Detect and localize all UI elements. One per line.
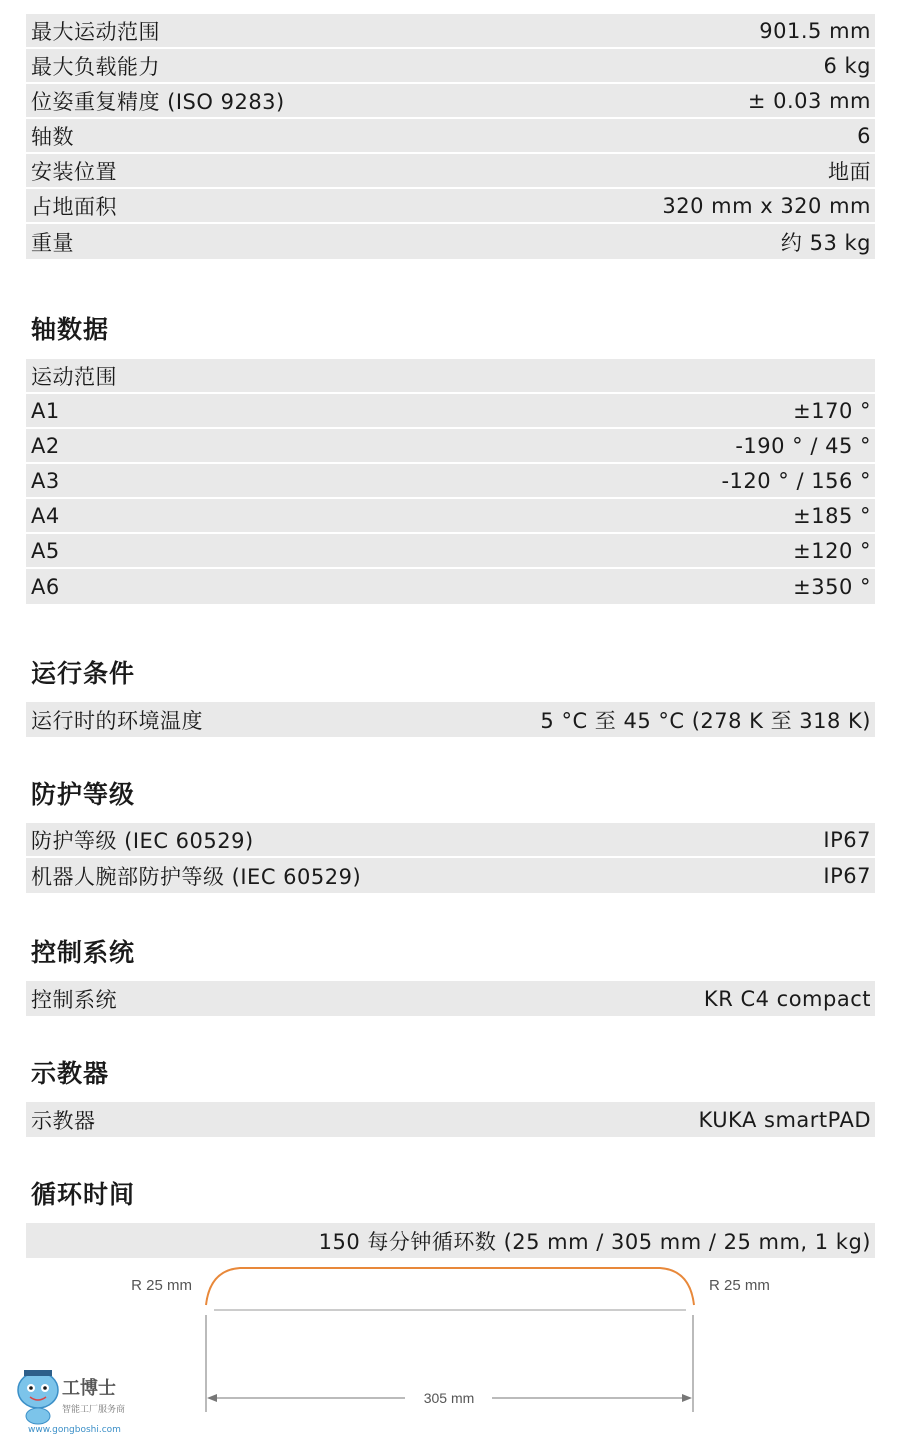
spec-row (26, 119, 875, 154)
spec-label: 位姿重复精度 (ISO 9283) (31, 89, 285, 114)
watermark-name: 工博士 (62, 1378, 116, 1399)
spec-value: 地面 (828, 159, 871, 184)
control-heading: 控制系统 (31, 938, 136, 967)
arrow-right-icon (682, 1394, 692, 1402)
protection-row (26, 858, 875, 893)
control-row (26, 981, 875, 1016)
operating-row (26, 702, 875, 737)
teach-table (26, 1102, 875, 1137)
spec-row (26, 154, 875, 189)
axis-label: A2 (31, 433, 60, 458)
operating-label: 运行时的环境温度 (31, 708, 203, 733)
teach-label: 示教器 (31, 1108, 96, 1133)
axis-label: A1 (31, 398, 60, 423)
spec-table (26, 14, 875, 259)
spec-row (26, 14, 875, 49)
axis-row (26, 464, 875, 499)
protection-heading: 防护等级 (31, 780, 136, 809)
watermark-tagline: 智能工厂服务商 (62, 1405, 126, 1415)
teach-heading: 示教器 (31, 1059, 110, 1088)
spec-label: 最大运动范围 (31, 19, 160, 44)
cycle-row (26, 1223, 875, 1258)
axis-subheader: 运动范围 (31, 364, 117, 389)
protection-row (26, 823, 875, 858)
operating-table (26, 702, 875, 737)
axis-value: ±350 ° (793, 574, 871, 599)
spec-value: 6 (857, 123, 871, 148)
radius-left-label: R 25 mm (131, 1277, 192, 1294)
control-label: 控制系统 (31, 987, 117, 1012)
spec-row (26, 189, 875, 224)
spec-row (26, 224, 875, 259)
axis-value: ±170 ° (793, 398, 871, 423)
axis-data-table (26, 359, 875, 604)
axis-label: A3 (31, 468, 60, 493)
spec-label: 轴数 (31, 124, 74, 149)
watermark-url: www.gongboshi.com (28, 1425, 121, 1435)
distance-label: 305 mm (423, 1390, 475, 1406)
spec-value: 6 kg (823, 53, 871, 78)
axis-row (26, 429, 875, 464)
axis-subheader-row (26, 359, 875, 394)
spec-label: 占地面积 (31, 194, 117, 219)
control-table (26, 981, 875, 1016)
control-value: KR C4 compact (703, 986, 871, 1011)
spec-row (26, 84, 875, 119)
protection-value: IP67 (823, 827, 871, 852)
spec-value: ± 0.03 mm (747, 88, 871, 113)
cycle-path-curve (206, 1268, 694, 1305)
protection-value: IP67 (823, 863, 871, 888)
spec-label: 重量 (31, 230, 74, 255)
axis-row (26, 534, 875, 569)
operating-heading: 运行条件 (31, 659, 136, 688)
axis-value: ±120 ° (793, 538, 871, 563)
teach-value: KUKA smartPAD (698, 1107, 871, 1132)
mascot-icon (18, 1370, 58, 1424)
protection-label: 防护等级 (IEC 60529) (31, 828, 254, 853)
watermark-logo (8, 1362, 148, 1438)
axis-row (26, 394, 875, 429)
axis-label: A6 (31, 574, 60, 599)
protection-label: 机器人腕部防护等级 (IEC 60529) (31, 864, 362, 889)
spec-label: 最大负载能力 (31, 54, 160, 79)
spec-row (26, 49, 875, 84)
axis-value: ±185 ° (793, 503, 871, 528)
cycle-heading: 循环时间 (31, 1180, 136, 1209)
spec-label: 安装位置 (31, 159, 117, 184)
axis-data-heading: 轴数据 (31, 315, 110, 344)
spec-value: 320 mm x 320 mm (662, 193, 871, 218)
axis-row (26, 569, 875, 604)
axis-value: -120 ° / 156 ° (721, 468, 871, 493)
operating-value: 5 °C 至 45 °C (278 K 至 318 K) (540, 708, 871, 733)
cycle-table (26, 1223, 875, 1258)
axis-label: A4 (31, 503, 60, 528)
axis-label: A5 (31, 538, 60, 563)
cycle-value: 150 每分钟循环数 (25 mm / 305 mm / 25 mm, 1 kg) (318, 1229, 871, 1254)
teach-row (26, 1102, 875, 1137)
spec-value: 约 53 kg (780, 230, 871, 255)
protection-table (26, 823, 875, 893)
axis-value: -190 ° / 45 ° (735, 433, 871, 458)
arrow-left-icon (207, 1394, 217, 1402)
spec-value: 901.5 mm (759, 18, 871, 43)
radius-right-label: R 25 mm (709, 1277, 770, 1294)
axis-row (26, 499, 875, 534)
